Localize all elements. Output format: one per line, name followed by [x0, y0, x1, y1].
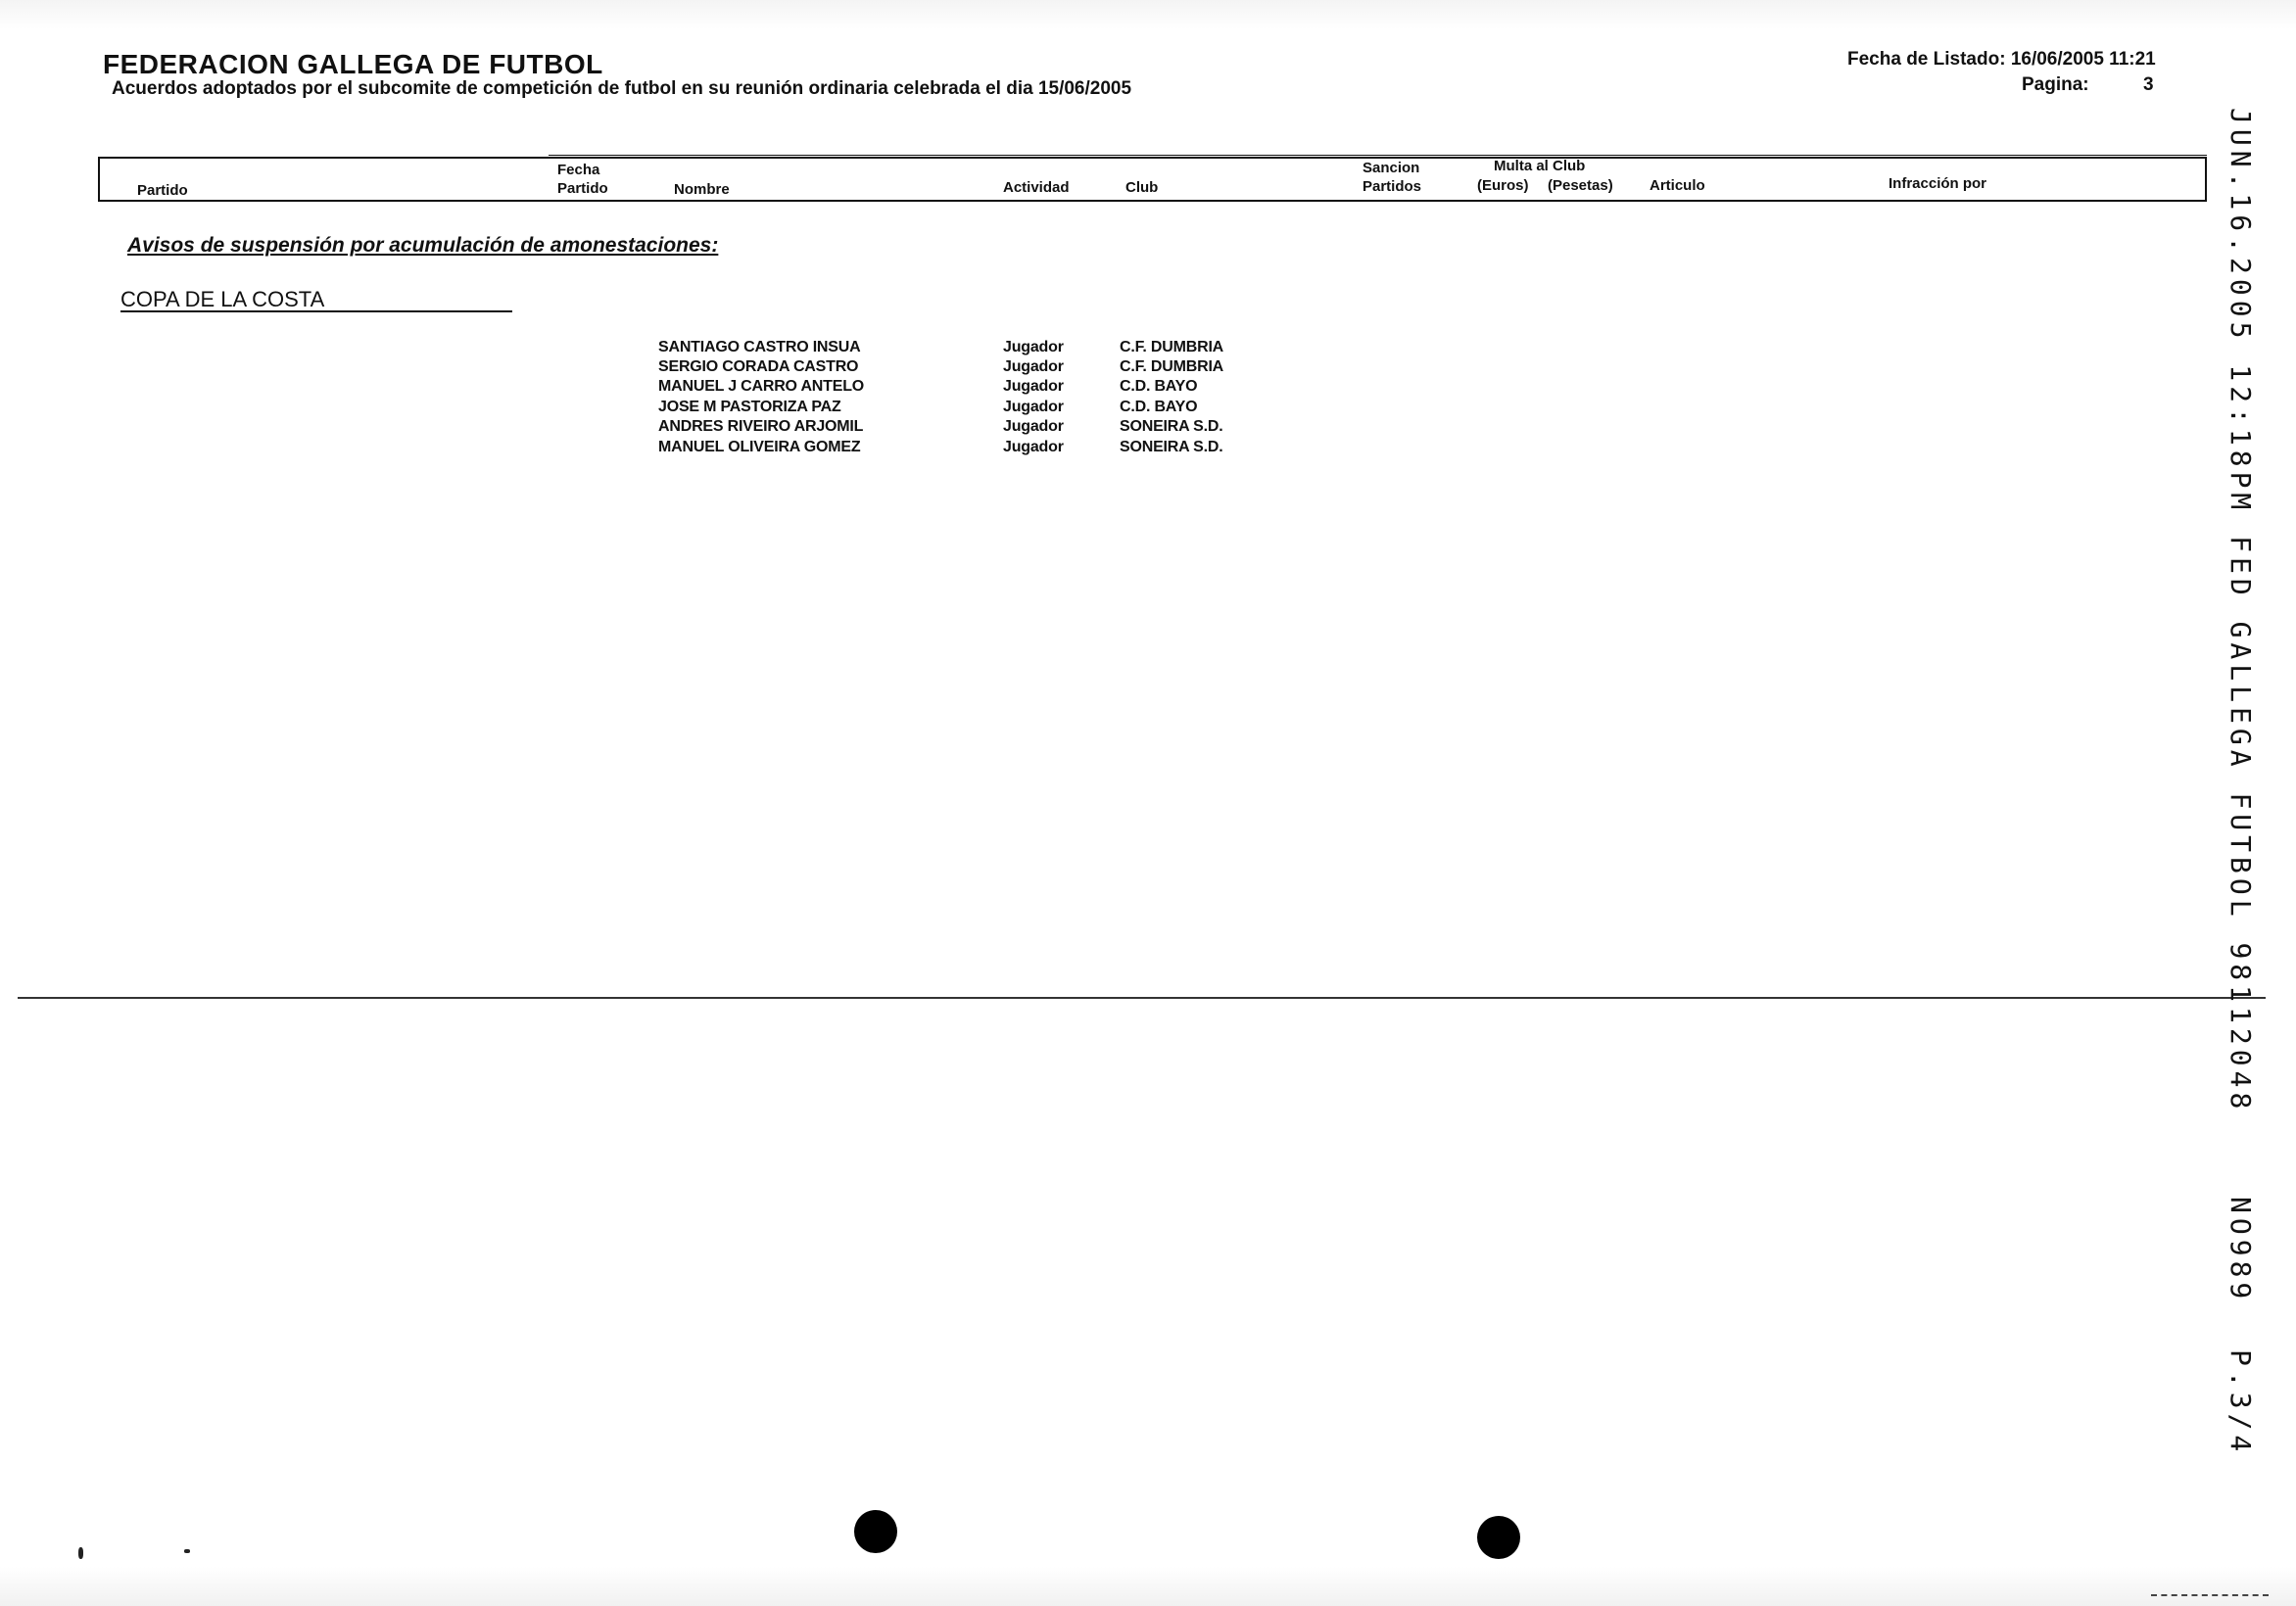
- header-partido: Partido: [137, 182, 188, 199]
- header-fecha-partido: Partido: [557, 180, 608, 197]
- player-club: C.F. DUMBRIA: [1120, 339, 1224, 355]
- player-name: MANUEL J CARRO ANTELO: [658, 378, 865, 395]
- listing-date-label: Fecha de Listado:: [1847, 49, 2006, 70]
- player-activity: Jugador: [1003, 339, 1064, 355]
- scan-speck: [78, 1547, 83, 1559]
- competition-underline: [120, 310, 512, 312]
- document-subtitle: Acuerdos adoptados por el subcomite de competición de futbol en su reunión ordinaria celebrada el dia 15/06/2005: [112, 78, 1132, 99]
- listing-date-value: 16/06/2005 11:21: [2010, 49, 2156, 70]
- header-fecha: Fecha: [557, 162, 600, 178]
- page-fold-line: [18, 997, 2266, 999]
- header-nombre: Nombre: [674, 181, 730, 198]
- player-name: MANUEL OLIVEIRA GOMEZ: [658, 439, 861, 455]
- fax-transmission-header: JUN.16.2005 12:18PM FED GALLEGA FUTBOL 98112048: [2224, 108, 2257, 1114]
- player-club: C.F. DUMBRIA: [1120, 358, 1224, 375]
- fax-page-count: P.3/4: [2224, 1349, 2257, 1457]
- table-row: [0, 399, 1273, 418]
- listing-date-line: [1847, 49, 2156, 71]
- competition-name: COPA DE LA COSTA: [120, 287, 325, 311]
- player-club: C.D. BAYO: [1120, 378, 1198, 395]
- fax-job-number: NO989: [2224, 1197, 2257, 1304]
- player-activity: Jugador: [1003, 399, 1064, 415]
- header-articulo: Articulo: [1650, 177, 1705, 194]
- player-club: SONEIRA S.D.: [1120, 418, 1223, 435]
- player-activity: Jugador: [1003, 358, 1064, 375]
- player-name: SANTIAGO CASTRO INSUA: [658, 339, 861, 355]
- scan-speck: [184, 1549, 190, 1553]
- header-multa-euros: (Euros): [1477, 177, 1529, 194]
- player-activity: Jugador: [1003, 439, 1064, 455]
- player-activity: Jugador: [1003, 418, 1064, 435]
- punch-hole-left: [854, 1510, 897, 1553]
- table-row: [0, 339, 1273, 358]
- header-top-rule: [549, 155, 2207, 156]
- header-actividad: Actividad: [1003, 179, 1070, 196]
- player-club: C.D. BAYO: [1120, 399, 1198, 415]
- header-sancion: Sancion: [1363, 160, 1420, 176]
- header-infraccion: Infracción por: [1889, 175, 1987, 192]
- header-multa: Multa al Club: [1494, 158, 1586, 174]
- player-name: SERGIO CORADA CASTRO: [658, 358, 859, 375]
- section-heading: Avisos de suspensión por acumulación de amonestaciones:: [127, 234, 719, 257]
- table-row: [0, 378, 1273, 398]
- header-club: Club: [1125, 179, 1159, 196]
- player-activity: Jugador: [1003, 378, 1064, 395]
- table-row: [0, 358, 1273, 378]
- player-name: JOSE M PASTORIZA PAZ: [658, 399, 841, 415]
- page-number: 3: [2143, 74, 2154, 95]
- table-row: [0, 418, 1273, 438]
- player-name: ANDRES RIVEIRO ARJOMIL: [658, 418, 864, 435]
- player-club: SONEIRA S.D.: [1120, 439, 1223, 455]
- header-sancion-partidos: Partidos: [1363, 178, 1422, 195]
- page-edge-mark: [2151, 1594, 2269, 1596]
- punch-hole-right: [1477, 1516, 1520, 1559]
- page-label: Pagina:: [2022, 74, 2089, 95]
- document-title: FEDERACION GALLEGA DE FUTBOL: [103, 49, 603, 79]
- table-row: [0, 439, 1273, 458]
- header-multa-pesetas: (Pesetas): [1548, 177, 1613, 194]
